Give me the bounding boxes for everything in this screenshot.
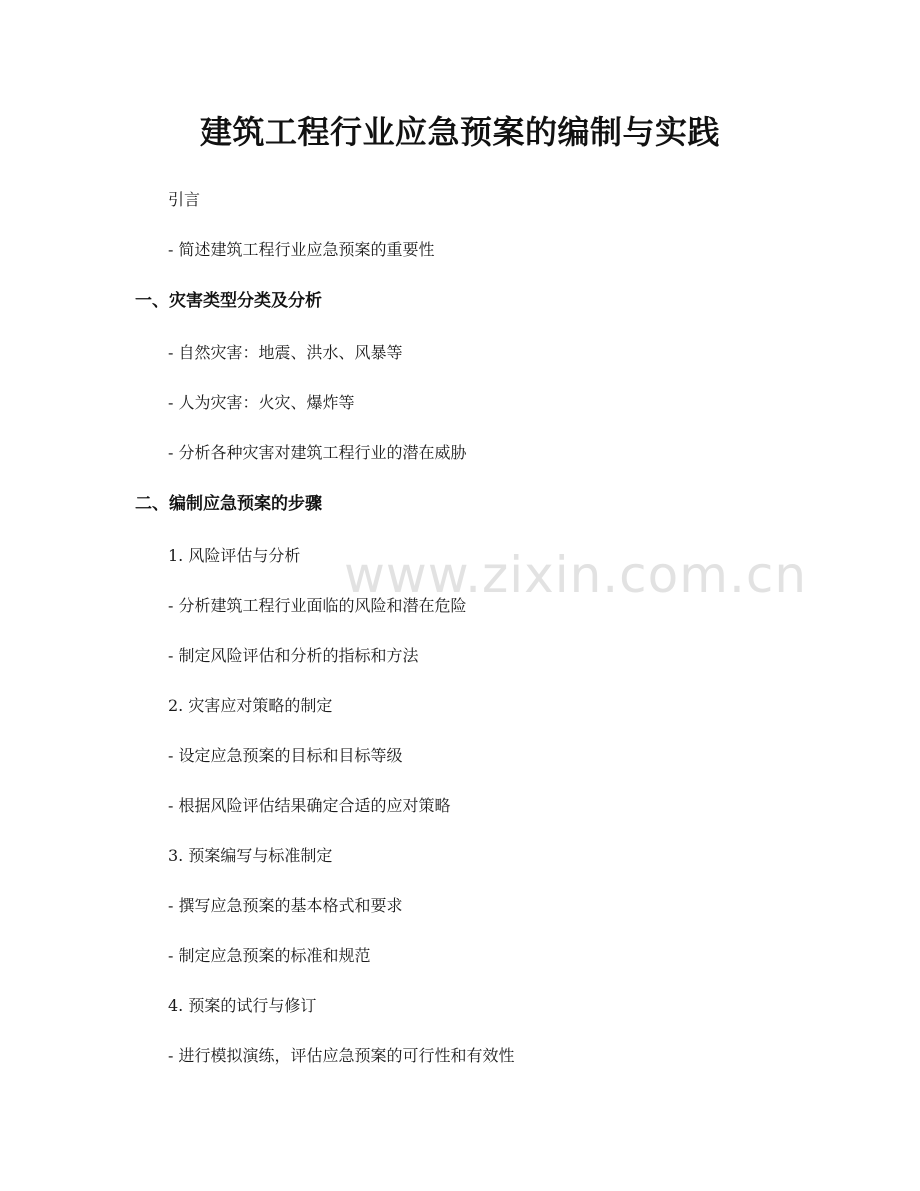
list-item: - 设定应急预案的目标和目标等级 xyxy=(168,746,403,765)
list-item: - 根据风险评估结果确定合适的应对策略 xyxy=(168,796,451,815)
intro-label: 引言 xyxy=(168,190,201,209)
section-heading-1: 一、灾害类型分类及分析 xyxy=(135,291,322,311)
list-item: - 制定风险评估和分析的指标和方法 xyxy=(168,646,419,665)
step-heading-4: 4. 预案的试行与修订 xyxy=(168,996,317,1015)
list-item: - 分析各种灾害对建筑工程行业的潜在威胁 xyxy=(168,443,467,462)
list-item: - 分析建筑工程行业面临的风险和潜在危险 xyxy=(168,596,467,615)
list-item: - 撰写应急预案的基本格式和要求 xyxy=(168,896,403,915)
step-heading-1: 1. 风险评估与分析 xyxy=(168,546,301,565)
step-heading-3: 3. 预案编写与标准制定 xyxy=(168,846,333,865)
intro-item: - 简述建筑工程行业应急预案的重要性 xyxy=(168,240,435,259)
list-item: - 自然灾害：地震、洪水、风暴等 xyxy=(168,343,403,362)
list-item: - 进行模拟演练，评估应急预案的可行性和有效性 xyxy=(168,1046,515,1065)
watermark: www.zixin.com.cn xyxy=(344,546,808,604)
step-heading-2: 2. 灾害应对策略的制定 xyxy=(168,696,333,715)
list-item: - 人为灾害：火灾、爆炸等 xyxy=(168,393,355,412)
list-item: - 制定应急预案的标准和规范 xyxy=(168,946,371,965)
section-heading-2: 二、编制应急预案的步骤 xyxy=(135,494,322,514)
document-title: 建筑工程行业应急预案的编制与实践 xyxy=(199,113,720,151)
